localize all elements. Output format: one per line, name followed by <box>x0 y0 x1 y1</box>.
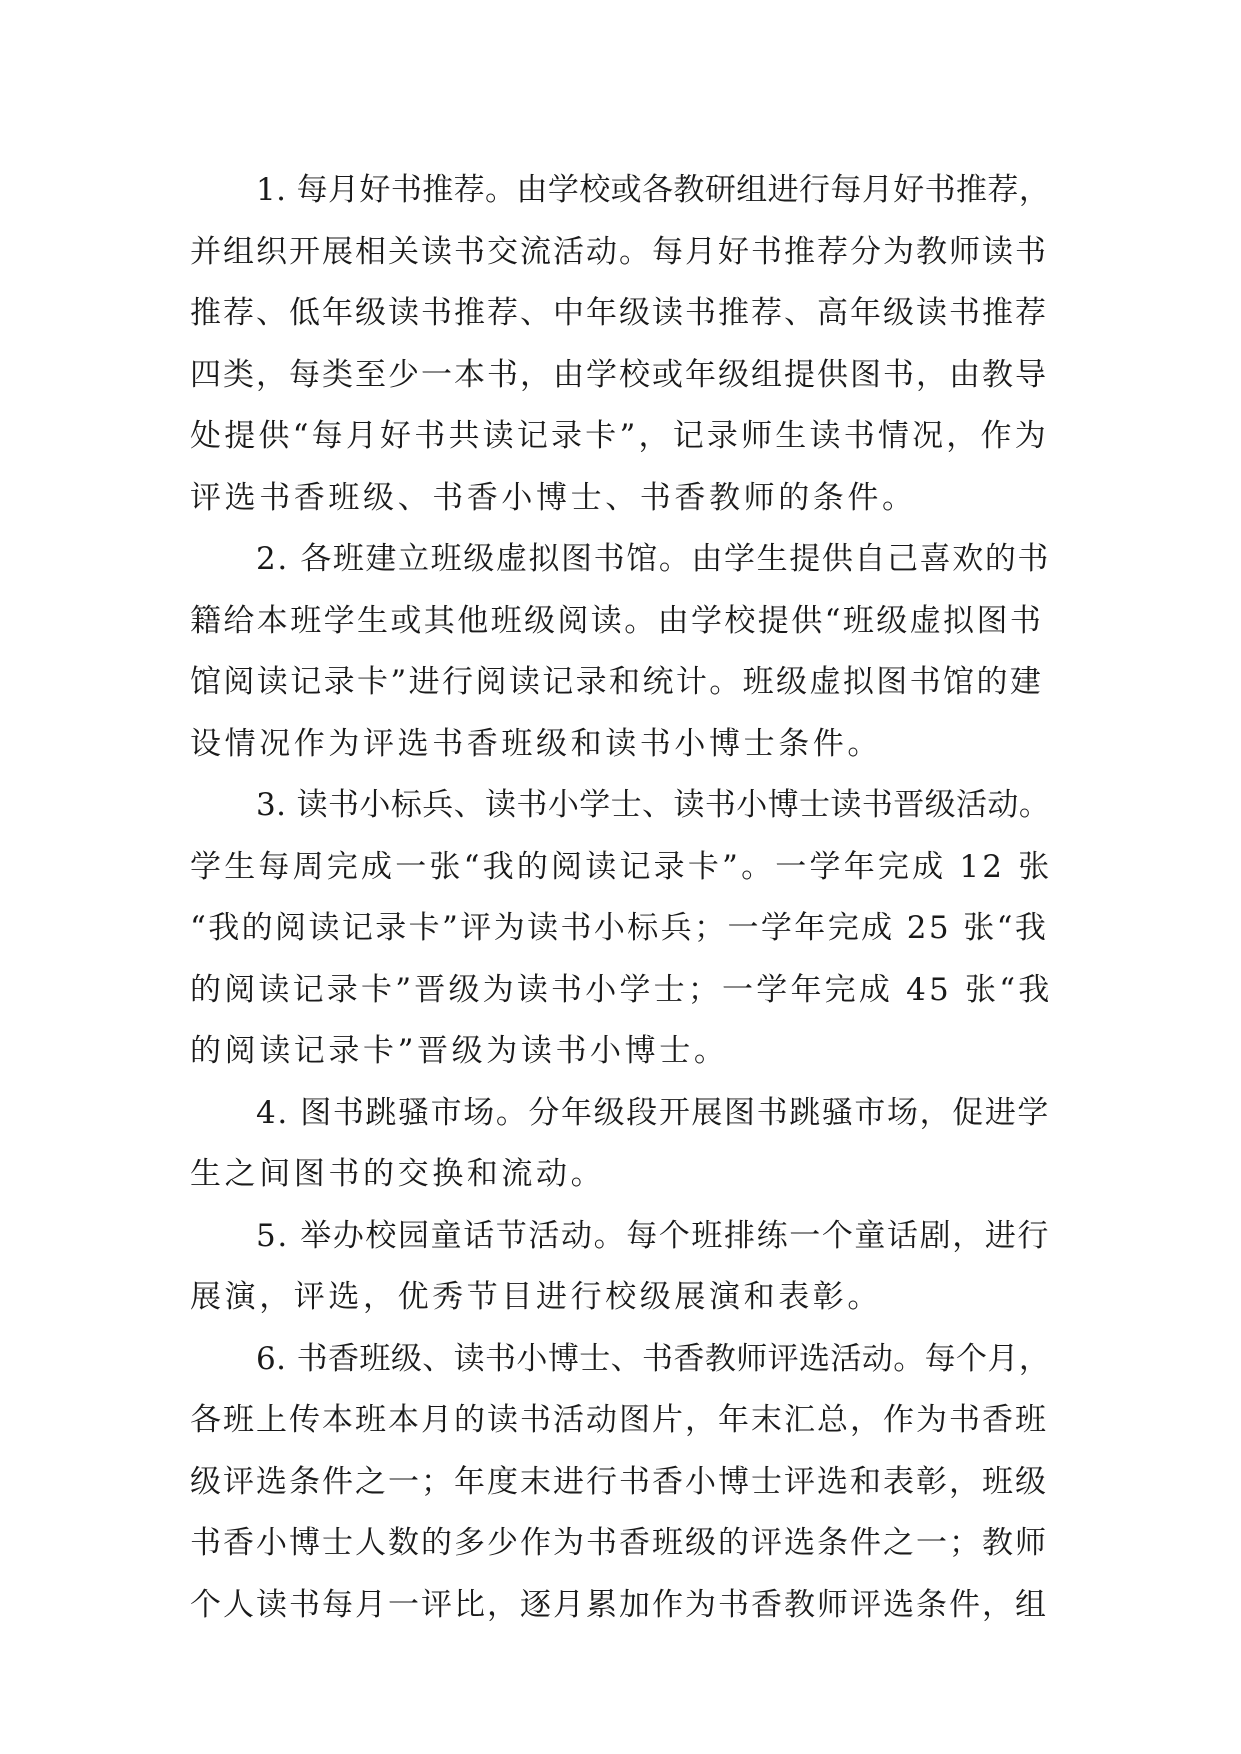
paragraph-line: 评选书香班级、书香小博士、书香教师的条件。 <box>190 479 917 516</box>
paragraph-line: 并组织开展相关读书交流活动。每月好书推荐分为教师读书 <box>190 233 1048 270</box>
paragraph-line: 级评选条件之一；年度末进行书香小博士评选和表彰，班级 <box>190 1463 1048 1500</box>
paragraph-line: 5. 举办校园童话节活动。每个班排练一个童话剧，进行 <box>256 1217 1051 1254</box>
paragraph-line: 的阅读记录卡”晋级为读书小博士。 <box>190 1033 729 1069</box>
document-body <box>190 160 1052 1636</box>
paragraph-line: 各班上传本班本月的读书活动图片，年末汇总，作为书香班 <box>190 1402 1048 1438</box>
paragraph-line: 推荐、低年级读书推荐、中年级读书推荐、高年级读书推荐 <box>190 295 1048 331</box>
paragraph-line: 学生每周完成一张“我的阅读记录卡”。一学年完成 12 张 <box>190 848 1053 885</box>
paragraph-line: 处提供“每月好书共读记录卡”，记录师生读书情况，作为 <box>190 418 1049 454</box>
paragraph-line: 6. 书香班级、读书小博士、书香教师评选活动。每个月， <box>256 1340 1051 1377</box>
paragraph-line: 生之间图书的交换和流动。 <box>190 1156 606 1192</box>
paragraph-line: 馆阅读记录卡”进行阅读记录和统计。班级虚拟图书馆的建 <box>190 664 1044 700</box>
paragraph-line: 2. 各班建立班级虚拟图书馆。由学生提供自己喜欢的书 <box>256 541 1051 577</box>
paragraph-line: 个人读书每月一评比，逐月累加作为书香教师评选条件，组 <box>190 1586 1048 1623</box>
paragraph-line: 4. 图书跳骚市场。分年级段开展图书跳骚市场，促进学 <box>256 1094 1051 1131</box>
paragraph-line: 籍给本班学生或其他班级阅读。由学校提供“班级虚拟图书 <box>190 602 1044 639</box>
paragraph-line: 设情况作为评选书香班级和读书小博士条件。 <box>190 725 882 762</box>
paragraph-line: 1. 每月好书推荐。由学校或各教研组进行每月好书推荐， <box>256 172 1051 208</box>
paragraph-line: “我的阅读记录卡”评为读书小标兵；一学年完成 25 张“我 <box>190 910 1049 946</box>
paragraph-line: 书香小博士人数的多少作为书香班级的评选条件之一；教师 <box>190 1525 1048 1561</box>
paragraph-line: 3. 读书小标兵、读书小学士、读书小博士读书晋级活动。 <box>256 787 1051 823</box>
paragraph-line: 展演，评选，优秀节目进行校级展演和表彰。 <box>190 1279 882 1315</box>
paragraph-line: 的阅读记录卡”晋级为读书小学士；一学年完成 45 张“我 <box>190 971 1053 1008</box>
paragraph-line: 四类，每类至少一本书，由学校或年级组提供图书，由教导 <box>190 356 1048 393</box>
